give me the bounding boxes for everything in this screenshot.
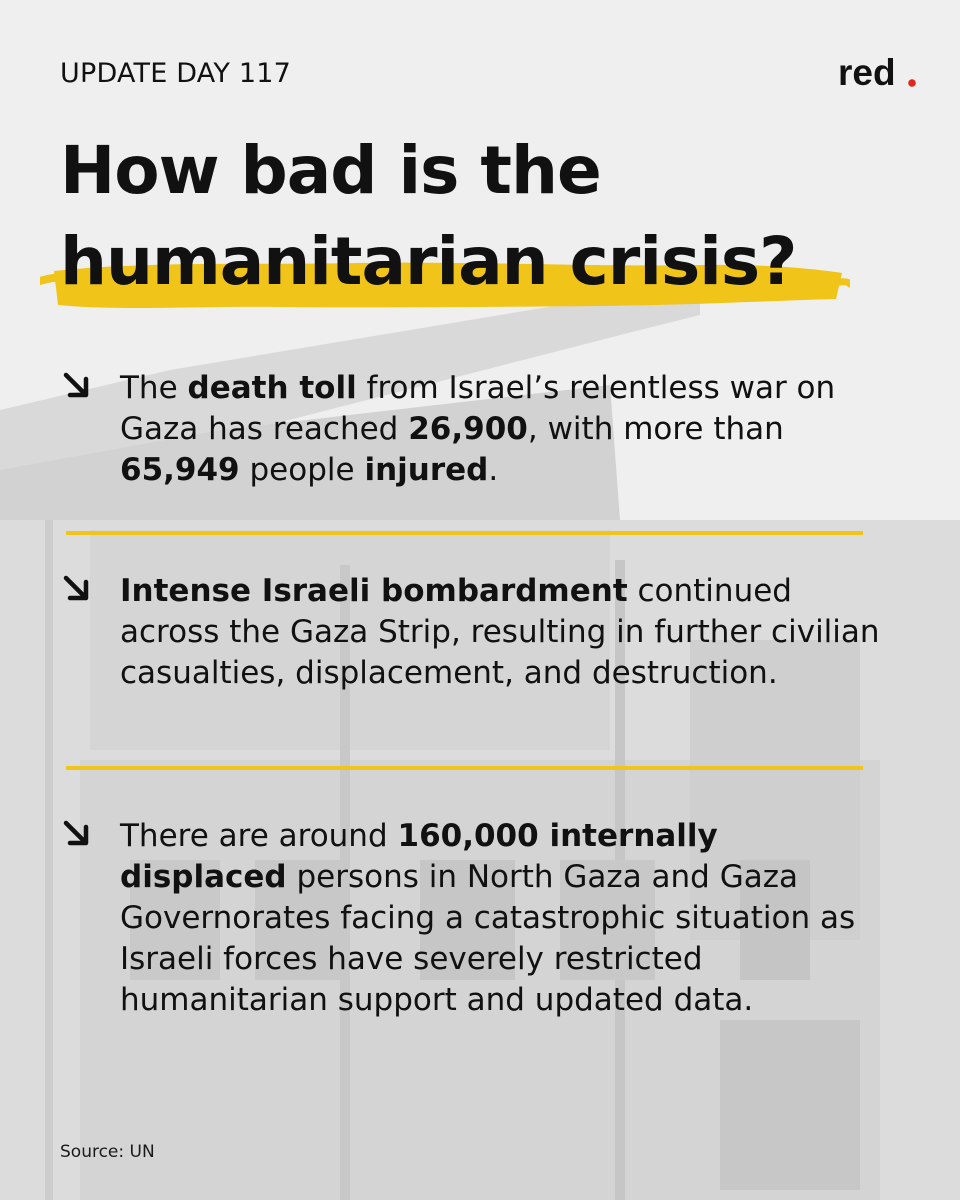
section-1-part-5: , with more than xyxy=(527,411,784,447)
section-1-part-7: people xyxy=(239,452,365,488)
brand-logo xyxy=(838,52,920,96)
section-1-part-3: from Israel’s relentless war on Gaza has reached xyxy=(120,370,836,447)
arrow-down-right-icon xyxy=(60,817,94,851)
headline-line-2-text: humanitarian crisis? xyxy=(60,223,797,300)
brand-logo-text: red xyxy=(838,52,896,93)
section-1-part-8: injured xyxy=(364,452,489,488)
section-1-part-4: 26,900 xyxy=(408,411,528,447)
section-1-part-9: . xyxy=(488,452,499,488)
section-1-part-1: The xyxy=(120,370,188,406)
section-3-part-2: 160,000 internally displaced xyxy=(120,818,718,895)
info-section-death-toll-text xyxy=(120,368,880,491)
section-2-part-1: Intense Israeli bombardment xyxy=(120,573,628,609)
arrow-down-right-icon xyxy=(60,369,94,403)
headline xyxy=(60,132,910,325)
section-2-part-2: continued across the Gaza Strip, resulting in further civilian casualties, displacement, and destruction. xyxy=(120,573,880,691)
arrow-down-right-icon xyxy=(60,572,94,606)
section-divider-1 xyxy=(66,531,863,535)
headline-line-1-text: How bad is the xyxy=(60,132,601,209)
headline-line-1 xyxy=(60,132,910,224)
info-section-bombardment-text xyxy=(120,571,880,694)
section-3-part-1: There are around xyxy=(120,818,398,854)
top-bar xyxy=(60,52,920,100)
info-section-death-toll xyxy=(60,368,880,491)
section-1-part-6: 65,949 xyxy=(120,452,240,488)
headline-line-2 xyxy=(60,223,910,325)
brand-logo-dot xyxy=(908,79,916,87)
info-section-bombardment xyxy=(60,571,880,694)
section-3-part-3: persons in North Gaza and Gaza Governorates facing a catastrophic situation as Israeli forces have severely restricted humanitarian support and updated data. xyxy=(120,859,856,1018)
section-1-part-2: death toll xyxy=(187,370,357,406)
info-section-displacement xyxy=(60,816,880,1021)
section-divider-2 xyxy=(66,766,863,770)
source-label: Source: UN xyxy=(60,1142,155,1162)
update-day-label: UPDATE DAY 117 xyxy=(60,58,291,89)
info-section-displacement-text xyxy=(120,816,880,1021)
